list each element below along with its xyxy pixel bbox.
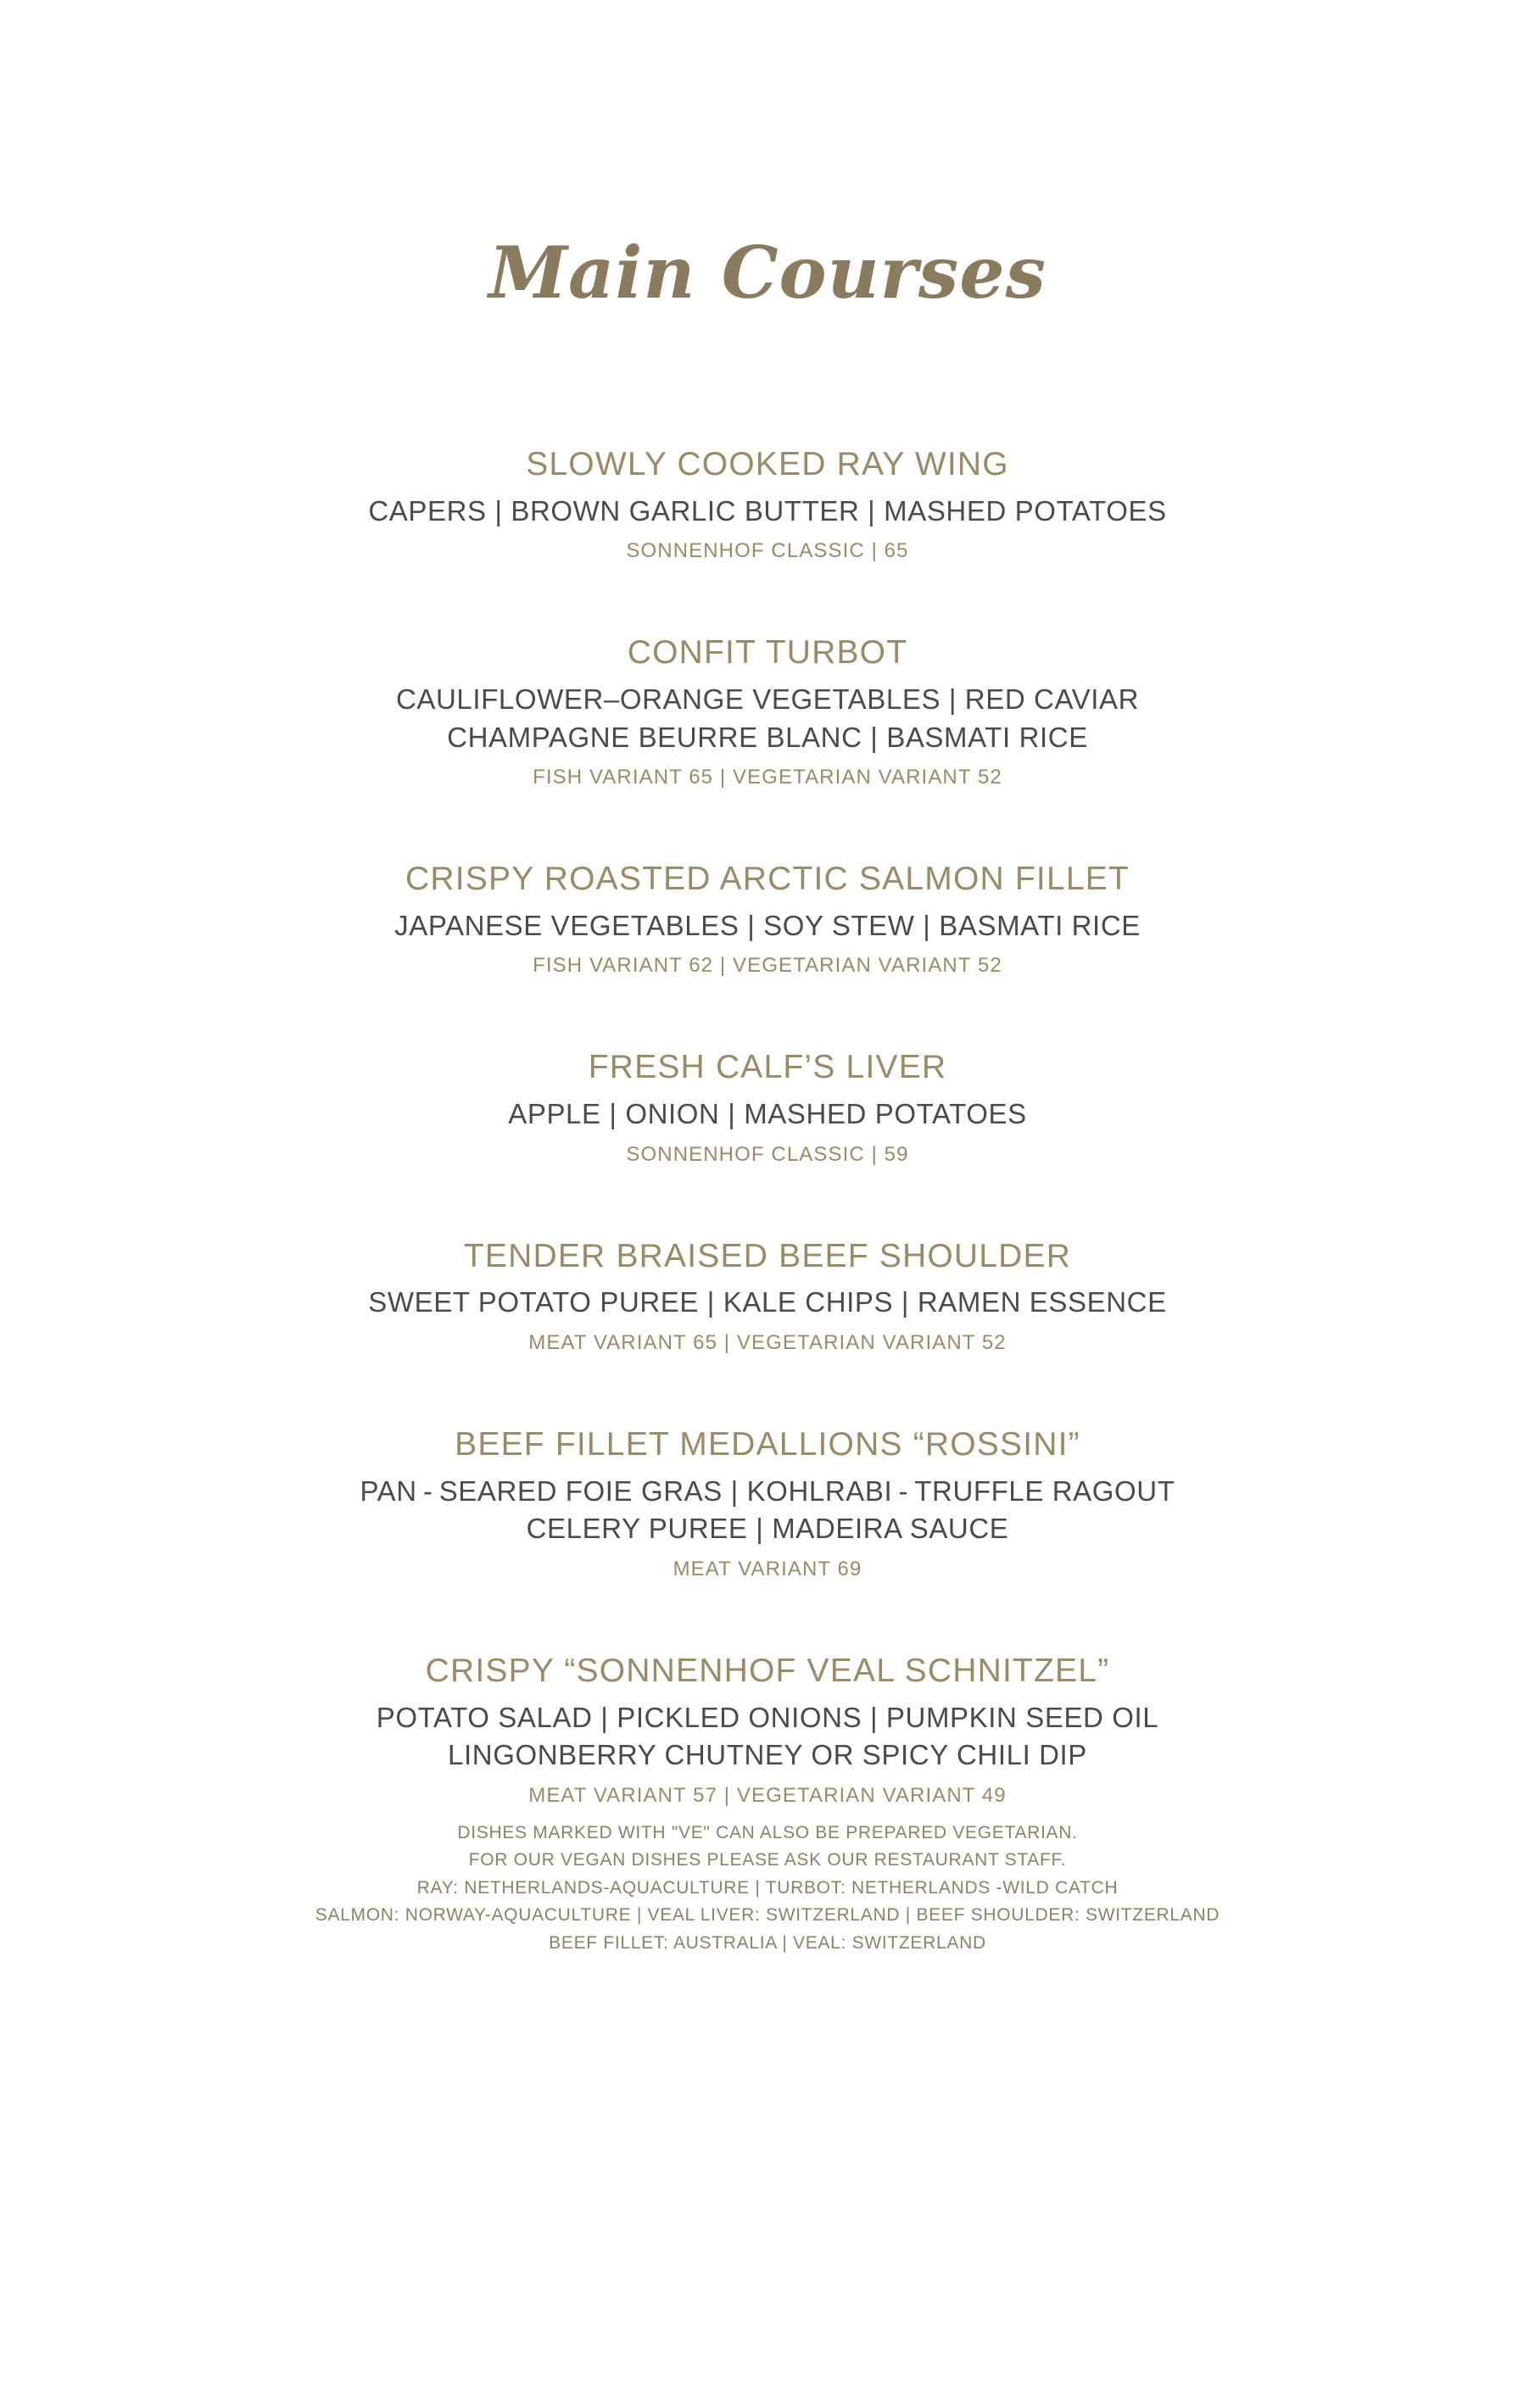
footnote-line: BEEF FILLET: AUSTRALIA | VEAL: SWITZERLAND — [549, 1932, 986, 1953]
footnote-line: SALMON: NORWAY-AQUACULTURE | VEAL LIVER: SWITZERLAND | BEEF SHOULDER: SWITZERLAND — [315, 1905, 1220, 1926]
dish-name: FRESH CALF’S LIVER — [588, 1049, 947, 1086]
dish-list — [153, 444, 1382, 1811]
dish-price: MEAT VARIANT 57 | VEGETARIAN VARIANT 49 — [528, 1783, 1007, 1807]
dish-description-line: CAULIFLOWER–ORANGE VEGETABLES | RED CAVIAR — [395, 683, 1140, 716]
footnote-line: DISHES MARKED WITH "VE" CAN ALSO BE PREPARED VEGETARIAN. — [457, 1822, 1078, 1842]
dish-description-line: PAN - SEARED FOIE GRAS | KOHLRABI - TRUFFLE RAGOUT — [360, 1474, 1175, 1507]
dish-price: MEAT VARIANT 65 | VEGETARIAN VARIANT 52 — [528, 1331, 1007, 1355]
page-title: Main Courses — [488, 231, 1047, 315]
dish-name: CONFIT TURBOT — [627, 634, 908, 672]
menu-page — [0, 231, 1535, 2408]
dish-item — [153, 1047, 1382, 1169]
dish-item — [153, 444, 1382, 566]
dish-price: SONNENHOF CLASSIC | 59 — [626, 1142, 909, 1166]
dish-description-line: CHAMPAGNE BEURRE BLANC | BASMATI RICE — [447, 721, 1088, 753]
dish-item — [153, 859, 1382, 981]
dish-price: MEAT VARIANT 69 — [673, 1557, 862, 1580]
dish-description-line: CELERY PUREE | MADEIRA SAUCE — [526, 1513, 1009, 1545]
footnote-line: RAY: NETHERLANDS-AQUACULTURE | TURBOT: NETHERLANDS -WILD CATCH — [416, 1877, 1119, 1898]
dish-description-line: CAPERS | BROWN GARLIC BUTTER | MASHED POTATOES — [368, 494, 1167, 527]
dish-name: TENDER BRAISED BEEF SHOULDER — [463, 1237, 1072, 1274]
dish-name: CRISPY ROASTED ARCTIC SALMON FILLET — [405, 861, 1130, 898]
dish-price: FISH VARIANT 65 | VEGETARIAN VARIANT 52 — [533, 766, 1002, 789]
dish-name: CRISPY “SONNENHOF VEAL SCHNITZEL” — [425, 1652, 1110, 1689]
dish-price: FISH VARIANT 62 | VEGETARIAN VARIANT 52 — [533, 954, 1002, 978]
dish-description-line: APPLE | ONION | MASHED POTATOES — [508, 1098, 1027, 1130]
footnotes — [153, 1820, 1382, 1958]
dish-description-line: SWEET POTATO PUREE | KALE CHIPS | RAMEN ESSENCE — [368, 1286, 1167, 1318]
dish-item — [153, 1236, 1382, 1358]
dish-item — [153, 633, 1382, 793]
footnote-line: FOR OUR VEGAN DISHES PLEASE ASK OUR RESTAURANT STAFF. — [468, 1850, 1067, 1870]
dish-item — [153, 1424, 1382, 1585]
dish-item — [153, 1651, 1382, 1811]
dish-description-line: LINGONBERRY CHUTNEY OR SPICY CHILI DIP — [448, 1739, 1087, 1771]
dish-name: SLOWLY COOKED RAY WING — [526, 446, 1009, 482]
dish-price: SONNENHOF CLASSIC | 65 — [626, 539, 909, 563]
dish-description-line: JAPANESE VEGETABLES | SOY STEW | BASMATI RICE — [394, 909, 1141, 941]
dish-description-line: POTATO SALAD | PICKLED ONIONS | PUMPKIN SEED OIL — [376, 1701, 1159, 1733]
dish-name: BEEF FILLET MEDALLIONS “ROSSINI” — [455, 1426, 1080, 1463]
